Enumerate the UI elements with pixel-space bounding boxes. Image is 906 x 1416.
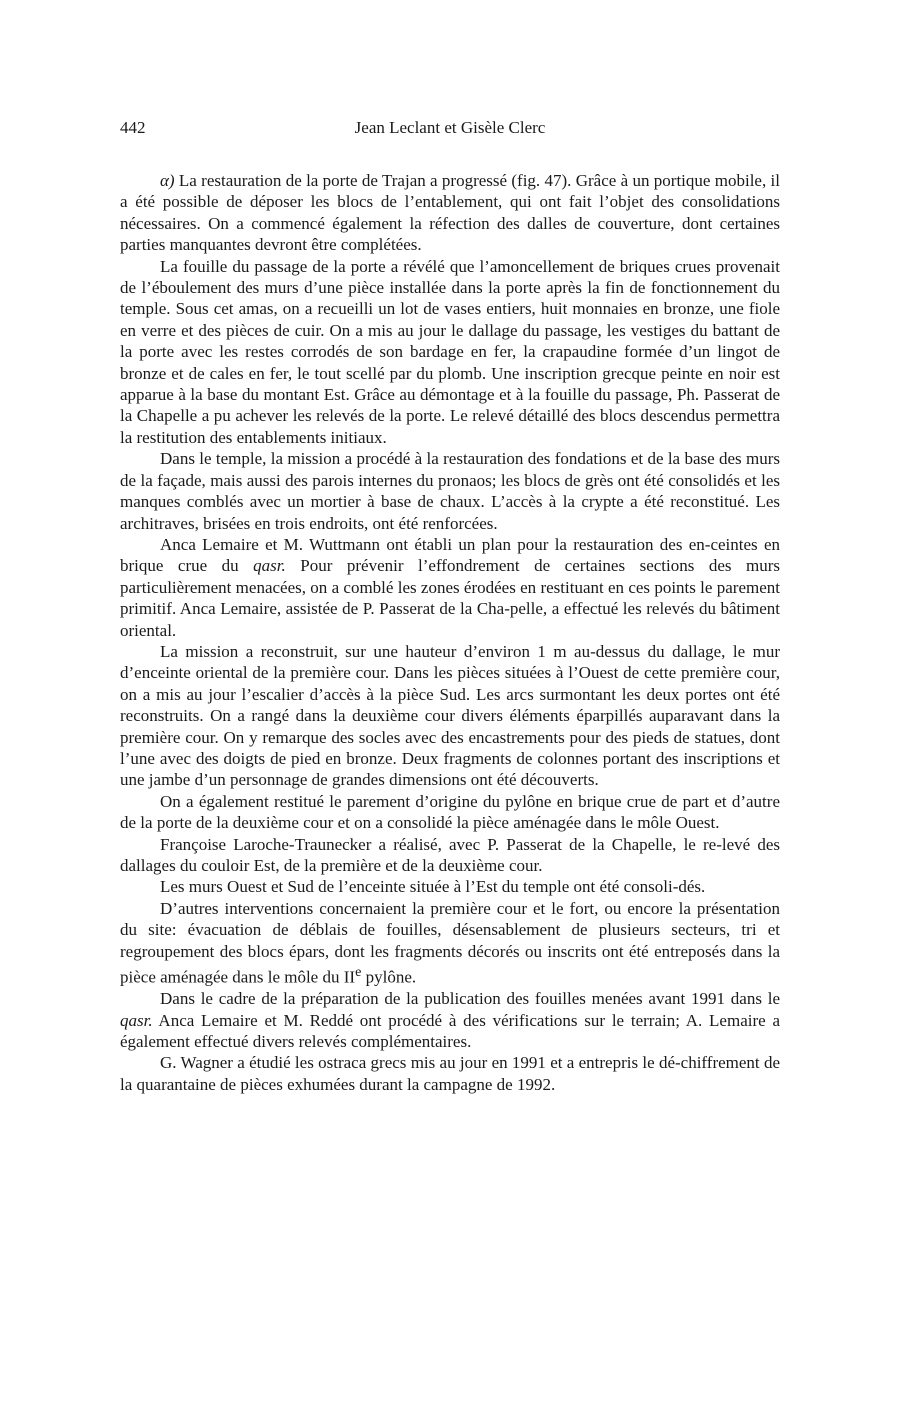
paragraph: La fouille du passage de la porte a révélé que l’amoncellement de briques crues provenait de l’éboulement des murs d’une pièce installée dans la porte après la fin de fonctionnement du temple. Sous cet amas, on a recueilli un lot de vases entiers, huit monnaies en bronze, une fiole en verre et des pièces de cuir. On a mis au jour le dallage du passage, les vestiges du battant de la porte avec les restes corrodés de son bardage en fer, la crapaudine formée d’un lingot de bronze et de cales en fer, le tout scellé par du plomb. Une inscription grecque peinte en noir est apparue à la base du montant Est. Grâce au démontage et à la fouille du passage, Ph. Passerat de la Chapelle a pu achever les relevés de la porte. Le relevé détaillé des blocs descendus permettra la restitution des entablements initiaux.	[120, 256, 780, 447]
paragraph: G. Wagner a étudié les ostraca grecs mis au jour en 1991 et a entrepris le dé-chiffrement de la quarantaine de pièces exhumées durant la campagne de 1992.	[120, 1053, 780, 1094]
paragraph	[120, 898, 780, 988]
paragraph: Dans le temple, la mission a procédé à la restauration des fondations et de la base des murs de la façade, mais aussi des parois internes du pronaos; les blocs de grès ont été consolidés et les manques comblés avec un mortier à base de chaux. L’accès à la crypte a été reconstitué. Les architraves, brisées en trois endroits, ont été renforcées.	[120, 449, 780, 533]
paragraph: On a également restitué le parement d’origine du pylône en brique crue de part et d’autre de la porte de la deuxième cour et on a consolidé la pièce aménagée dans le môle Ouest.	[120, 791, 780, 833]
paragraph-text: Anca Lemaire et M. Reddé ont procédé à des vérifications sur le terrain; A. Lemaire a également effectué divers relevés complémentaires.	[120, 1010, 780, 1051]
page-number: 442	[120, 118, 146, 137]
paragraph-text: D’autres interventions concernaient la première cour et le fort, ou encore la présentation du site: évacuation de déblais de fouilles, désensablement de plusieurs secteurs, tri et regroupement des blocs épars, dont les fragments décorés ou inscrits ont été entreposés dans la pièce aménagée dans le môle du II	[120, 898, 780, 987]
paragraph-text: Dans le cadre de la préparation de la publication des fouilles menées avant 1991 dans le	[160, 989, 780, 1009]
paragraph: La mission a reconstruit, sur une hauteur d’environ 1 m au-dessus du dallage, le mur d’enceinte oriental de la première cour. Dans les pièces situées à l’Ouest de cette première cour, on a mis au jour l’escalier d’accès à la pièce Sud. Les arcs surmontant les deux portes ont été reconstruits. On a rangé dans la deuxième cour divers éléments éparpillés auparavant dans la première cour. On y remarque des socles avec des encastrements pour des pieds de statues, dont l’une avec des doigts de pied en bronze. Deux fragments de colonnes portant des inscriptions et une jambe d’un personnage de grandes dimensions ont été découverts.	[120, 641, 780, 790]
superscript: e	[355, 964, 362, 981]
paragraph: Les murs Ouest et Sud de l’enceinte située à l’Est du temple ont été consoli-dés.	[160, 877, 706, 897]
paragraph-text: Anca Lemaire et M. Wuttmann ont établi un plan pour la restauration des en-ceintes en brique crue du	[120, 534, 780, 576]
list-marker: α)	[160, 171, 175, 190]
paragraph: Françoise Laroche-Traunecker a réalisé, avec P. Passerat de la Chapelle, le re-levé des dallages du couloir Est, de la première et de la deuxième cour.	[120, 834, 780, 875]
italic-term: qasr.	[120, 1010, 153, 1030]
body-text	[120, 170, 780, 1095]
paragraph	[120, 170, 780, 256]
paragraph-text: La restauration de la porte de Trajan a progressé (fig. 47). Grâce à un portique mobile, il a été possible de déposer les blocs de l’entablement, qui ont fait l’objet des consolidations nécessaires. On a commencé également la réfection des dalles de couverture, dont certaines parties manquantes devront être complétées.	[120, 171, 780, 255]
running-head: Jean Leclant et Gisèle Clerc	[354, 118, 546, 137]
italic-term: qasr.	[253, 556, 286, 576]
paragraph-text: pylône.	[361, 967, 417, 987]
paragraph	[120, 534, 780, 641]
paragraph-text: Pour prévenir l’effondrement de certaines sections des murs particulièrement menacées, on a comblé les zones érodées en restituant en ces points le parement primitif. Anca Lemaire, assistée de P. Passerat de la Cha-pelle, a effectué les relevés du bâtiment oriental.	[120, 556, 780, 640]
paragraph	[120, 988, 780, 1052]
page-header	[120, 118, 780, 142]
